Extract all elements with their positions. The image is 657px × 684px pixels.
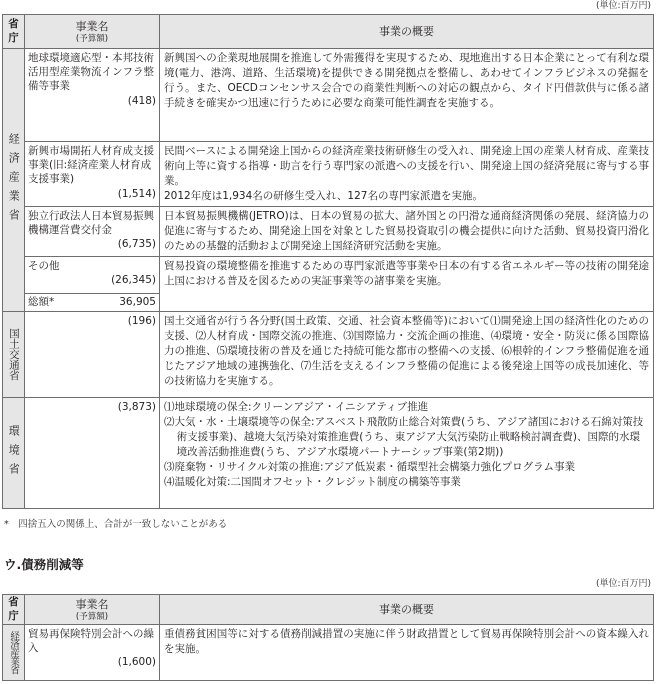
table-row (3, 625, 654, 681)
project-overview: 日本貿易振興機構(JETRO)は、日本の貿易の拡大、諸外国との円滑な通商経済関係の発展、経済協力の促進に寄与するため、開発途上国を対象とした貿易投資取引の機会提供に向けた活動、貿易投資円滑化のための基盤的活動および開発途上国経済研究活動を実施。 (160, 207, 654, 257)
project-name (25, 207, 160, 257)
project-amount: (26,345) (111, 274, 156, 287)
debt-relief-table (2, 594, 654, 681)
oda-table-main (2, 14, 654, 509)
project-name-text: その他 (28, 260, 60, 272)
project-name-text: 独立行政法人日本貿易振興機構運営費交付金 (28, 210, 154, 237)
project-amount: (1,600) (117, 656, 156, 669)
footnote: * 四捨五入の関係上、合計が一致しないことがある (4, 519, 228, 530)
total-label: 総額* (28, 296, 55, 308)
header-ministry (3, 15, 25, 49)
project-name-text: 新興市場開拓人材育成支援事業(旧:経済産業人材育成支援事業) (28, 145, 154, 186)
table-row (3, 207, 654, 257)
project-name (25, 625, 160, 681)
header-name-sub: (予算額) (75, 33, 109, 44)
header-ministry-text: 省 庁 (8, 18, 19, 44)
ministry-meti: 経済産業省 (3, 49, 25, 312)
moe-item: ⑴地球環境の保全:クリーンアジア・イニシアティブ推進 (164, 401, 429, 413)
project-name (25, 142, 160, 207)
project-name (25, 257, 160, 294)
project-name (25, 49, 160, 142)
ministry-mlit: 国土交通省 (3, 312, 25, 398)
project-overview: 貿易投資の環境整備を推進するための専門家派遣等事業や日本の有する省エネルギー等の技術の開発途上国における普及を図るための実証事業等の諸事業を実施。 (160, 257, 654, 312)
ministry-moe: 環境省 (3, 398, 25, 509)
header-name-text: 事業名 (75, 20, 109, 34)
project-name (25, 312, 160, 398)
project-overview: 国土交通省が行う各分野(国土政策、交通、社会資本整備等)において⑴開発途上国の経済性化のための支援、⑵人材育成・国際交流の推進、⑶国際協力・交流企画の推進、⑷環境・安全・防災に係る国際協力の推進、⑸環境技術の普及を通じた持続可能な都市の整備への支援、⑹根幹的インフラ整備促進を通じたアジア地域の連携強化、⑺生活を支えるインフラ整備の促進による後発途上国等の成長加速化、等の技術協力を実施する。 (160, 312, 654, 398)
header-name (25, 595, 160, 625)
header-ministry (3, 595, 25, 625)
table-row (3, 257, 654, 294)
total-amount: 36,905 (119, 296, 156, 308)
header-name-sub: (予算額) (75, 611, 109, 622)
project-overview (160, 142, 654, 207)
project-amount: (6,735) (117, 238, 156, 251)
unit-label: (単位:百万円) (595, 579, 651, 589)
moe-item: ⑶廃棄物・リサイクル対策の推進:アジア低炭素・循環型社会構築力強化プログラム事業 (164, 460, 576, 473)
table-row (3, 142, 654, 207)
project-overview (160, 398, 654, 509)
header-name-text: 事業名 (75, 598, 109, 612)
section-title: ウ.債務削減等 (4, 557, 84, 572)
table-row (3, 49, 654, 142)
project-overview: 重債務貧困国等に対する債務削減措置の実施に伴う財政措置として貿易再保険特別会計への資本繰入れを実施。 (160, 625, 654, 681)
project-name-text: 貿易再保険特別会計への繰入 (28, 628, 154, 655)
moe-item: ⑵大気・水・土壌環境等の保全:アスベスト飛散防止総合対策費(うち、アジア諸国における石綿対策技術支援事業)、越境大気汚染対策推進費(うち、東アジア大気汚染防止戦略検討調査費)、国際的水環境改善活動推進費(うち、アジア水環境パートナーシップ事業(第2期)) (164, 415, 644, 458)
table-row (3, 312, 654, 398)
header-overview: 事業の概要 (160, 595, 654, 625)
moe-item: ⑷温暖化対策:二国間オフセット・クレジット制度の構築等事業 (164, 475, 461, 488)
total-cell (25, 294, 160, 312)
project-name-text: 地球環境適応型・本邦技術活用型産業物流インフラ整備等事業 (28, 52, 154, 93)
project-amount: (418) (127, 94, 156, 107)
project-name (25, 398, 160, 509)
project-amount: (196) (127, 315, 156, 327)
project-amount: (3,873) (117, 401, 156, 413)
project-overview: 新興国への企業現地展開を推進して外需獲得を実現するため、現地進出する日本企業にとって有利な環境(電力、港湾、道路、生活環境)を提供できる開発拠点を整備し、あわせてインフラビジネスの発掘を行う。また、OECDコンセンサス会合での商業性判断への対応の観点から、タイド円借款供与に係る諸手続きを確実かつ迅速に行うために必要な商業可能性調査を実施する。 (160, 49, 654, 142)
project-amount: (1,514) (117, 187, 156, 200)
ministry-meti: 経済産業省 (3, 625, 25, 681)
header-overview: 事業の概要 (160, 15, 654, 49)
header-ministry-text: 省 庁 (8, 596, 19, 622)
table-row (3, 398, 654, 509)
project-overview-text: 民間ベースによる開発途上国からの経済産業技術研修生の受入れ、開発途上国の産業人材育成、産業技術向上等に資する指導・助言を行う専門家の派遣への支援を行い、開発途上国の経済発展に寄与する事業。 (164, 145, 649, 187)
unit-label: (単位:百万円) (595, 1, 651, 11)
header-name (25, 15, 160, 49)
project-overview-text-2: 2012年度は1,934名の研修生受入れ、127名の専門家派遣を実施。 (164, 189, 483, 202)
